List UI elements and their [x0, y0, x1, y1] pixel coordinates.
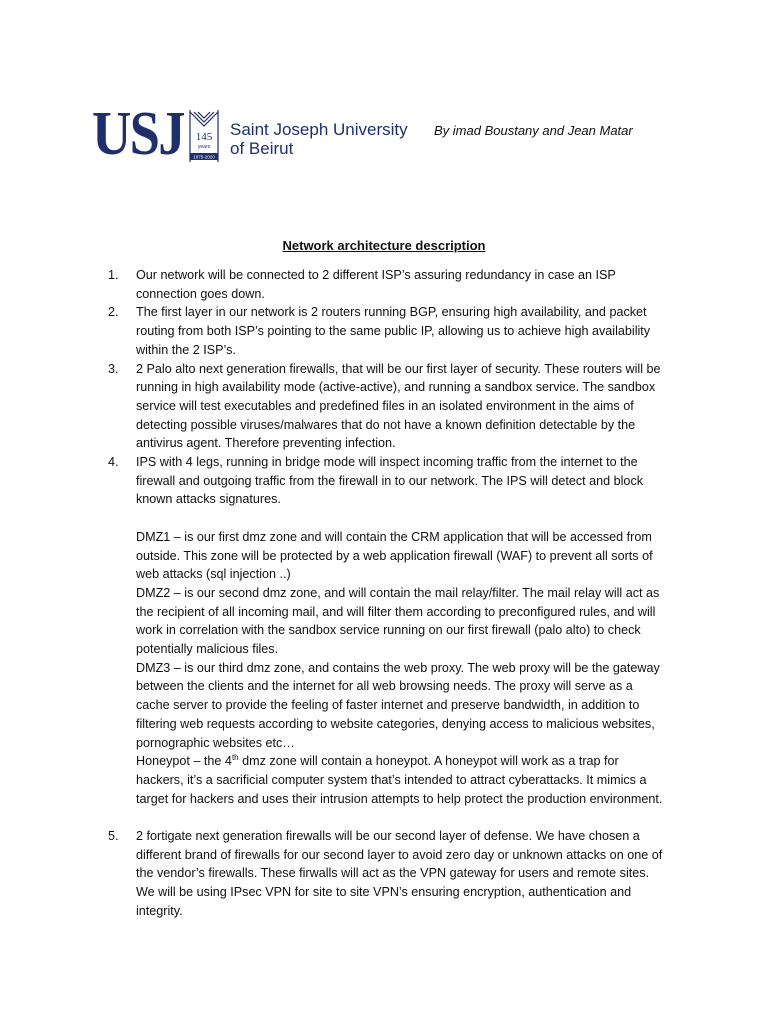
list-item-number: 1.: [108, 268, 119, 282]
honeypot-paragraph: [136, 752, 668, 808]
emblem-years: years: [197, 144, 211, 150]
university-name-line2: of Beirut: [230, 139, 294, 158]
dmz2-paragraph: DMZ2 – is our second dmz zone, and will contain the mail relay/filter. The mail relay will act as the recipient of all incoming mail, and will filter them according to preconfigured rules, and will work in correlation with the sandbox service running on our first firewall (palo alto) to check potentially malicious files.: [136, 585, 660, 657]
university-name-line1: Saint Joseph University: [230, 120, 408, 139]
authors-line: By imad Boustany and Jean Matar: [434, 123, 633, 138]
list-item: [108, 453, 668, 509]
list-item-number: 2.: [108, 305, 119, 320]
university-name: [230, 120, 408, 158]
honeypot-prefix: Honeypot – the 4: [136, 754, 232, 769]
list-item: [108, 303, 668, 359]
list-item: [108, 827, 668, 921]
usj-logo: [92, 100, 408, 168]
document-title: Network architecture description: [282, 238, 486, 253]
honeypot-rest: dmz zone will contain a honeypot. A honeypot will work as a trap for hackers, it’s a sacrificial computer system that’s intended to attract cyberattacks. It mimics a target for hackers and uses their intrusion attempts to help protect the production environment.: [136, 754, 663, 806]
list-item: [108, 360, 668, 454]
dmz1-paragraph: DMZ1 – is our first dmz zone and will contain the CRM application that will be accessed from outside. This zone will be protected by a web application firewall (WAF) to prevent all sorts of web attacks (sql injection ..): [136, 529, 653, 582]
list-item-number: 3.: [108, 361, 119, 376]
dmz3-paragraph: DMZ3 – is our third dmz zone, and contains the web proxy. The web proxy will be the gateway between the clients and the internet for all web browsing needs. The proxy will serve as a cache server to provide the feeling of faster internet and preserve bandwidth, in addition to filtering web requests according to website categories, denying access to malicious websites, pornographic websites etc…: [136, 660, 660, 750]
logo-letters: USJ: [92, 100, 184, 168]
emblem-number: 145: [195, 131, 213, 143]
list-item-text: 2 fortigate next generation firewalls will be our second layer of defense. We have chosen a different brand of firewalls for our second layer to avoid zero day or unknown attacks on one of the vendor’s firewalls. These firwalls will act as the VPN gateway for users and remote sites. We will be using IPsec VPN for site to site VPN’s ensuring encryption, authentication and integrity.: [136, 829, 663, 918]
honeypot-superscript: th: [231, 753, 239, 763]
list-item-text: 2 Palo alto next generation firewalls, that will be our first layer of security. These routers will be running in high availability mode (active-active), and running a sandbox service. The sandbox service will test executables and predefined files in an isolated environment in the aims of detecting possible viruses/malwares that do not have a known definition detectable by the antivirus agent. Therefore preventing infection.: [136, 361, 661, 451]
list-item-text: IPS with 4 legs, running in bridge mode will inspect incoming traffic from the internet to the firewall and outgoing traffic from the firewall in to our network. The IPS will detect and block known attacks signatures.: [136, 455, 644, 507]
list-item: [108, 266, 668, 303]
anniversary-emblem-icon: [184, 108, 224, 164]
list-item-text: Our network will be connected to 2 different ISP’s assuring redundancy in case an ISP connection goes down.: [136, 268, 616, 301]
list-item-number: 4.: [108, 455, 119, 470]
emblem-range: 1875-2020: [193, 154, 215, 160]
list-item-number: 5.: [108, 829, 119, 844]
document-body: [108, 266, 668, 921]
list-item-text: The first layer in our network is 2 routers running BGP, ensuring high availability, and packet routing from both ISP’s pointing to the same public IP, allowing us to achieve high availability within the 2 ISP’s.: [136, 305, 651, 357]
